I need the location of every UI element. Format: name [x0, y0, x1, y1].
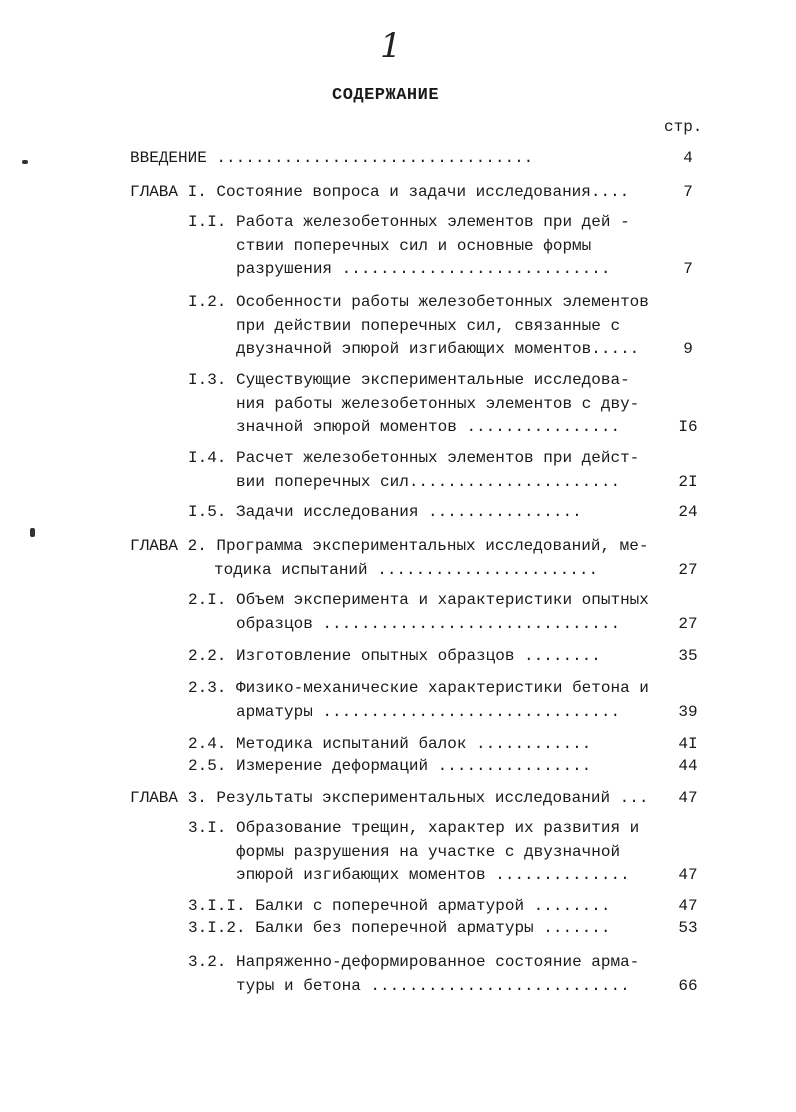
toc-entry-continuation: двузначной эпюрой изгибающих моментов.....: [236, 340, 640, 358]
toc-entry-continuation: ния работы железобетонных элементов с дву-: [236, 395, 640, 413]
toc-entry-continuation: образцов ...............................: [236, 615, 621, 633]
toc-page-number: 47: [678, 789, 698, 807]
toc-entry-title: ГЛАВА I. Состояние вопроса и задачи исследования....: [130, 183, 630, 201]
toc-page-number: 27: [678, 561, 698, 579]
toc-page-number: 9: [683, 340, 693, 358]
toc-entry-continuation: разрушения ............................: [236, 260, 611, 278]
toc-entry-title: I.3. Существующие экспериментальные исследова-: [188, 371, 630, 389]
toc-entry-title: 2.3. Физико-механические характеристики бетона и: [188, 679, 649, 697]
toc-page-number: 2I: [678, 473, 698, 491]
toc-entry-title: 2.I. Объем эксперимента и характеристики опытных: [188, 591, 649, 609]
toc-page-number: 47: [678, 866, 698, 884]
page-column-header: стр.: [664, 118, 703, 136]
toc-entry-title: 2.5. Измерение деформаций ................: [188, 757, 592, 775]
toc-entry-title: 3.I. Образование трещин, характер их развития и: [188, 819, 640, 837]
toc-entry-continuation: эпюрой изгибающих моментов ..............: [236, 866, 630, 884]
toc-page-number: 35: [678, 647, 698, 665]
toc-page-number: 4: [683, 149, 693, 167]
toc-entry-title: 3.2. Напряженно-деформированное состояние арма-: [188, 953, 640, 971]
toc-entry-continuation: вии поперечных сил......................: [236, 473, 621, 491]
toc-entry-continuation: тодика испытаний .......................: [214, 561, 599, 579]
toc-entry-title: I.2. Особенности работы железобетонных элементов: [188, 293, 649, 311]
toc-entry-title: 2.2. Изготовление опытных образцов ........: [188, 647, 601, 665]
toc-entry-continuation: значной эпюрой моментов ................: [236, 418, 621, 436]
toc-entry-continuation: туры и бетона ...........................: [236, 977, 630, 995]
toc-entry-title: I.4. Расчет железобетонных элементов при дейст-: [188, 449, 640, 467]
toc-page-number: 4I: [678, 735, 698, 753]
toc-entry-title: I.I. Работа железобетонных элементов при дей -: [188, 213, 630, 231]
toc-page-number: 44: [678, 757, 698, 775]
toc-entry-title: ВВЕДЕНИЕ .................................: [130, 149, 534, 167]
margin-mark: [30, 528, 35, 537]
toc-entry-title: 3.I.2. Балки без поперечной арматуры .......: [188, 919, 611, 937]
toc-page-number: 53: [678, 919, 698, 937]
toc-page-number: 47: [678, 897, 698, 915]
toc-entry-continuation: формы разрушения на участке с двузначной: [236, 843, 621, 861]
toc-page-number: I6: [678, 418, 698, 436]
toc-entry-title: 3.I.I. Балки с поперечной арматурой ........: [188, 897, 611, 915]
toc-entry-continuation: арматуры ...............................: [236, 703, 621, 721]
toc-entry-title: ГЛАВА 3. Результаты экспериментальных исследований ...: [130, 789, 649, 807]
toc-entry-title: 2.4. Методика испытаний балок ............: [188, 735, 592, 753]
page-number: 1: [380, 26, 402, 66]
toc-entry-title: I.5. Задачи исследования ................: [188, 503, 582, 521]
toc-page-number: 7: [683, 183, 693, 201]
toc-entry-continuation: при действии поперечных сил, связанные с: [236, 317, 621, 335]
margin-mark: [22, 160, 28, 164]
toc-page-number: 24: [678, 503, 698, 521]
toc-page-number: 7: [683, 260, 693, 278]
toc-entry-title: ГЛАВА 2. Программа экспериментальных исследований, ме-: [130, 537, 649, 555]
toc-entry-continuation: ствии поперечных сил и основные формы: [236, 237, 592, 255]
toc-page-number: 66: [678, 977, 698, 995]
page-title: СОДЕРЖАНИЕ: [332, 86, 440, 105]
toc-page-number: 27: [678, 615, 698, 633]
toc-page-number: 39: [678, 703, 698, 721]
